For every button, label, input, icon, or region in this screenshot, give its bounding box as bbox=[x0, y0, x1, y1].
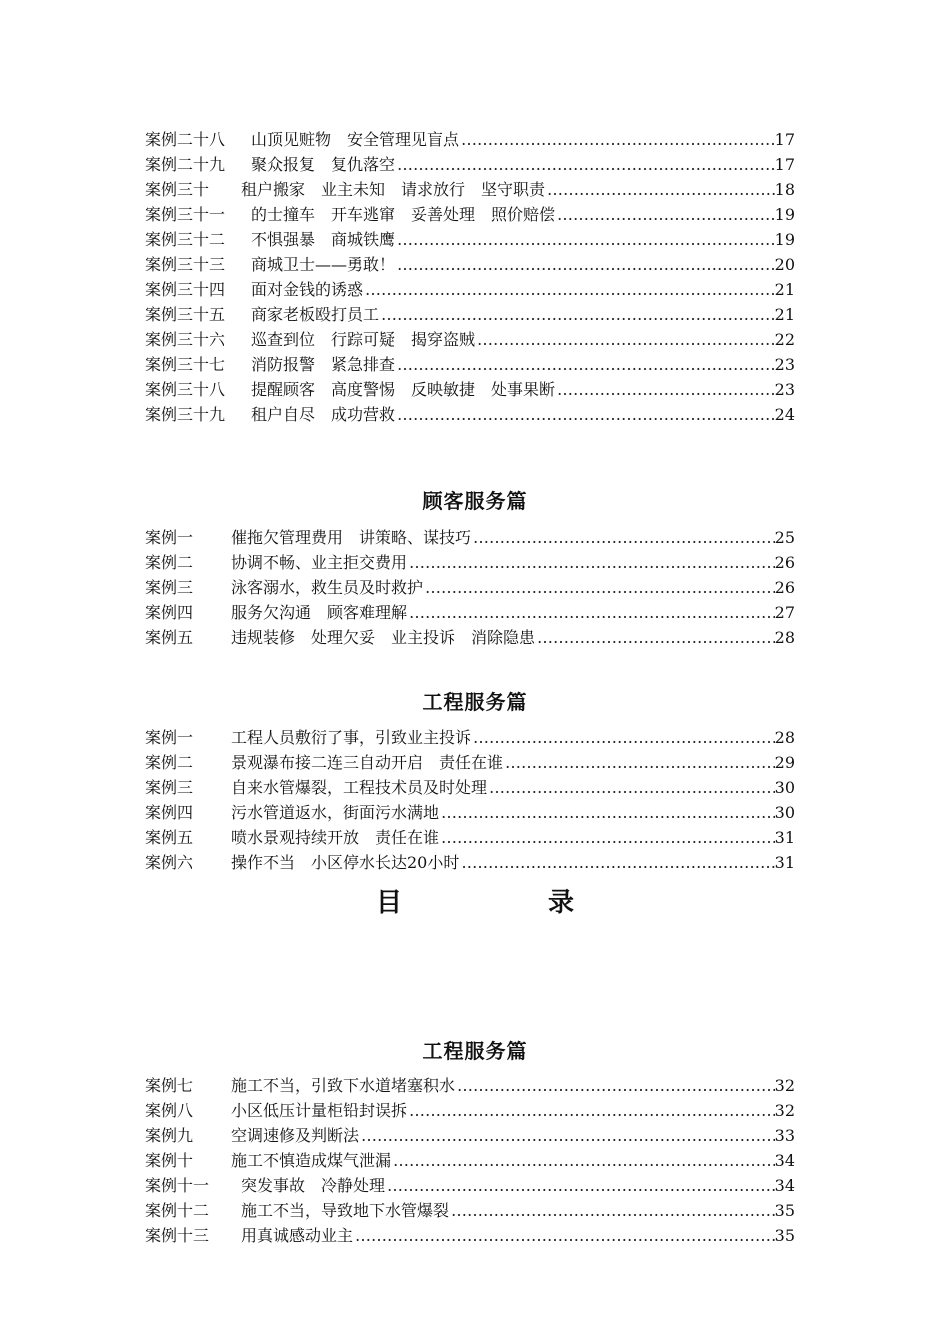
toc-case-number: 案例六 bbox=[145, 853, 194, 872]
toc-case-number: 案例一 bbox=[145, 528, 194, 547]
dot-leader bbox=[503, 750, 775, 775]
toc-page-number: 35 bbox=[774, 1226, 795, 1245]
toc-entry-title: 施工不当，引致下水道堵塞积水 bbox=[231, 1076, 456, 1095]
dot-leader bbox=[363, 277, 775, 302]
dot-leader bbox=[459, 850, 774, 875]
toc-entry-title: 服务欠沟通 顾客难理解 bbox=[231, 603, 408, 622]
toc-case-number: 案例二十九 bbox=[145, 155, 226, 174]
dot-leader bbox=[449, 1198, 775, 1223]
dot-leader bbox=[395, 352, 775, 377]
toc-case-number: 案例十二 bbox=[145, 1201, 210, 1220]
toc-case-number: 案例三十三 bbox=[145, 255, 226, 274]
toc-entry-title: 施工不慎造成煤气泄漏 bbox=[231, 1151, 392, 1170]
toc-page-number: 34 bbox=[774, 1151, 795, 1170]
toc-entry[interactable] bbox=[145, 277, 795, 302]
toc-entry-title: 操作不当 小区停水长达20小时 bbox=[231, 853, 460, 872]
toc-case-number: 案例二 bbox=[145, 553, 194, 572]
section-heading-engineering-1: 工程服务篇 bbox=[422, 690, 528, 714]
toc-case-number: 案例一 bbox=[145, 728, 194, 747]
toc-case-number: 案例三十四 bbox=[145, 280, 226, 299]
dot-leader bbox=[359, 1123, 775, 1148]
toc-case-number: 案例三十九 bbox=[145, 405, 226, 424]
toc-entry-title: 聚众报复 复仇落空 bbox=[251, 155, 396, 174]
toc-entry-title: 用真诚感动业主 bbox=[241, 1226, 354, 1245]
toc-entry-title: 空调速修及判断法 bbox=[231, 1126, 360, 1145]
toc-page-number: 30 bbox=[774, 803, 795, 822]
toc-page-number: 17 bbox=[774, 155, 795, 174]
toc-list-security bbox=[145, 127, 795, 427]
toc-case-number: 案例三十六 bbox=[145, 330, 226, 349]
toc-case-number: 案例三十二 bbox=[145, 230, 226, 249]
toc-page-number: 27 bbox=[774, 603, 795, 622]
section-heading-customer-service: 顾客服务篇 bbox=[422, 489, 528, 513]
toc-case-number: 案例七 bbox=[145, 1076, 194, 1095]
toc-entry[interactable] bbox=[145, 1173, 795, 1198]
toc-case-number: 案例十 bbox=[145, 1151, 194, 1170]
toc-entry[interactable] bbox=[145, 600, 795, 625]
dot-leader bbox=[487, 775, 775, 800]
dot-leader bbox=[353, 1223, 775, 1248]
toc-page-number: 19 bbox=[774, 205, 795, 224]
toc-case-number: 案例五 bbox=[145, 828, 194, 847]
toc-entry-title: 不惧强暴 商城铁鹰 bbox=[251, 230, 396, 249]
toc-case-number: 案例九 bbox=[145, 1126, 194, 1145]
toc-entry-title: 提醒顾客 高度警惕 反映敏捷 处事果断 bbox=[251, 380, 556, 399]
dot-leader bbox=[459, 127, 775, 152]
toc-entry-title: 自来水管爆裂，工程技术员及时处理 bbox=[231, 778, 488, 797]
toc-page-number: 33 bbox=[774, 1126, 795, 1145]
toc-entry-title: 施工不当，导致地下水管爆裂 bbox=[241, 1201, 450, 1220]
toc-page-number: 23 bbox=[774, 355, 795, 374]
toc-entry[interactable] bbox=[145, 1223, 795, 1248]
dot-leader bbox=[535, 625, 775, 650]
toc-case-number: 案例三十七 bbox=[145, 355, 226, 374]
toc-entry[interactable] bbox=[145, 1148, 795, 1173]
toc-entry-title: 喷水景观持续开放 责任在谁 bbox=[231, 828, 440, 847]
dot-leader bbox=[395, 402, 775, 427]
dot-leader bbox=[471, 725, 775, 750]
toc-entry-title: 商城卫士——勇敢！ bbox=[251, 255, 396, 274]
page-title-contents: 目 录 bbox=[375, 888, 634, 918]
toc-page-number: 18 bbox=[774, 180, 795, 199]
dot-leader bbox=[545, 177, 775, 202]
toc-page-number: 22 bbox=[774, 330, 795, 349]
toc-case-number: 案例四 bbox=[145, 603, 194, 622]
toc-case-number: 案例三 bbox=[145, 578, 194, 597]
toc-page-number: 20 bbox=[774, 255, 795, 274]
toc-list-engineering-2 bbox=[145, 1073, 795, 1248]
toc-page-number: 31 bbox=[774, 853, 795, 872]
dot-leader bbox=[407, 600, 775, 625]
dot-leader bbox=[395, 152, 775, 177]
dot-leader bbox=[407, 1098, 775, 1123]
toc-page-number: 30 bbox=[774, 778, 795, 797]
dot-leader bbox=[395, 252, 775, 277]
toc-entry[interactable] bbox=[145, 525, 795, 550]
toc-case-number: 案例二 bbox=[145, 753, 194, 772]
toc-page-number: 26 bbox=[774, 578, 795, 597]
toc-page-number: 32 bbox=[774, 1076, 795, 1095]
toc-entry[interactable] bbox=[145, 377, 795, 402]
toc-case-number: 案例五 bbox=[145, 628, 194, 647]
toc-entry[interactable] bbox=[145, 750, 795, 775]
toc-page-number: 25 bbox=[774, 528, 795, 547]
toc-entry[interactable] bbox=[145, 327, 795, 352]
toc-entry[interactable] bbox=[145, 177, 795, 202]
toc-page-number: 29 bbox=[774, 753, 795, 772]
dot-leader bbox=[395, 227, 775, 252]
toc-entry[interactable] bbox=[145, 352, 795, 377]
toc-page-number: 26 bbox=[774, 553, 795, 572]
toc-entry-title: 消防报警 紧急排查 bbox=[251, 355, 396, 374]
toc-case-number: 案例三十五 bbox=[145, 305, 226, 324]
toc-page-number: 19 bbox=[774, 230, 795, 249]
toc-entry[interactable] bbox=[145, 1098, 795, 1123]
toc-entry-title: 突发事故 冷静处理 bbox=[241, 1176, 386, 1195]
toc-entry-title: 催拖欠管理费用 讲策略、谋技巧 bbox=[231, 528, 472, 547]
toc-page-number: 21 bbox=[774, 305, 795, 324]
toc-entry[interactable] bbox=[145, 550, 795, 575]
toc-page-number: 31 bbox=[774, 828, 795, 847]
toc-entry-title: 违规装修 处理欠妥 业主投诉 消除隐患 bbox=[231, 628, 536, 647]
toc-entry[interactable] bbox=[145, 575, 795, 600]
toc-case-number: 案例八 bbox=[145, 1101, 194, 1120]
toc-page-number: 21 bbox=[774, 280, 795, 299]
toc-entry[interactable] bbox=[145, 202, 795, 227]
toc-entry-title: 山顶见赃物 安全管理见盲点 bbox=[251, 130, 460, 149]
toc-list-customer-service bbox=[145, 525, 795, 650]
dot-leader bbox=[423, 575, 775, 600]
toc-page-number: 35 bbox=[774, 1201, 795, 1220]
toc-entry-title: 巡查到位 行踪可疑 揭穿盗贼 bbox=[251, 330, 476, 349]
toc-entry[interactable] bbox=[145, 1073, 795, 1098]
toc-entry-title: 的士撞车 开车逃窜 妥善处理 照价赔偿 bbox=[251, 205, 556, 224]
toc-entry[interactable] bbox=[145, 1123, 795, 1148]
toc-entry-title: 租户自尽 成功营救 bbox=[251, 405, 396, 424]
dot-leader bbox=[379, 302, 775, 327]
toc-entry[interactable] bbox=[145, 227, 795, 252]
toc-entry[interactable] bbox=[145, 152, 795, 177]
toc-entry[interactable] bbox=[145, 302, 795, 327]
toc-case-number: 案例三十 bbox=[145, 180, 210, 199]
dot-leader bbox=[439, 800, 775, 825]
toc-case-number: 案例四 bbox=[145, 803, 194, 822]
toc-page-number: 24 bbox=[774, 405, 795, 424]
toc-page-number: 17 bbox=[774, 130, 795, 149]
dot-leader bbox=[385, 1173, 775, 1198]
section-heading-engineering-2: 工程服务篇 bbox=[422, 1039, 528, 1063]
toc-case-number: 案例三 bbox=[145, 778, 194, 797]
dot-leader bbox=[555, 202, 775, 227]
toc-entry[interactable] bbox=[145, 402, 795, 427]
toc-case-number: 案例二十八 bbox=[145, 130, 226, 149]
toc-entry[interactable] bbox=[145, 127, 795, 152]
dot-leader bbox=[475, 327, 775, 352]
toc-case-number: 案例三十八 bbox=[145, 380, 226, 399]
toc-entry[interactable] bbox=[145, 625, 795, 650]
toc-entry-title: 小区低压计量柜铅封误拆 bbox=[231, 1101, 408, 1120]
toc-entry[interactable] bbox=[145, 800, 795, 825]
toc-entry-title: 景观瀑布接二连三自动开启 责任在谁 bbox=[231, 753, 504, 772]
toc-entry-title: 工程人员敷衍了事，引致业主投诉 bbox=[231, 728, 472, 747]
toc-entry-title: 泳客溺水，救生员及时救护 bbox=[231, 578, 424, 597]
toc-case-number: 案例十三 bbox=[145, 1226, 210, 1245]
toc-page-number: 28 bbox=[774, 628, 795, 647]
toc-case-number: 案例三十一 bbox=[145, 205, 226, 224]
dot-leader bbox=[407, 550, 775, 575]
toc-page-number: 32 bbox=[774, 1101, 795, 1120]
toc-entry[interactable] bbox=[145, 725, 795, 750]
toc-page-number: 23 bbox=[774, 380, 795, 399]
toc-entry[interactable] bbox=[145, 252, 795, 277]
toc-page-number: 28 bbox=[774, 728, 795, 747]
toc-entry[interactable] bbox=[145, 775, 795, 800]
toc-list-engineering-1 bbox=[145, 725, 795, 875]
toc-entry[interactable] bbox=[145, 850, 795, 875]
dot-leader bbox=[391, 1148, 775, 1173]
toc-entry[interactable] bbox=[145, 825, 795, 850]
toc-entry-title: 面对金钱的诱惑 bbox=[251, 280, 364, 299]
dot-leader bbox=[555, 377, 775, 402]
toc-entry-title: 租户搬家 业主未知 请求放行 坚守职责 bbox=[241, 180, 546, 199]
toc-entry[interactable] bbox=[145, 1198, 795, 1223]
dot-leader bbox=[471, 525, 775, 550]
toc-case-number: 案例十一 bbox=[145, 1176, 210, 1195]
toc-entry-title: 商家老板殴打员工 bbox=[251, 305, 380, 324]
toc-page-number: 34 bbox=[774, 1176, 795, 1195]
dot-leader bbox=[439, 825, 775, 850]
dot-leader bbox=[455, 1073, 775, 1098]
toc-entry-title: 协调不畅、业主拒交费用 bbox=[231, 553, 408, 572]
toc-entry-title: 污水管道返水，街面污水满地 bbox=[231, 803, 440, 822]
